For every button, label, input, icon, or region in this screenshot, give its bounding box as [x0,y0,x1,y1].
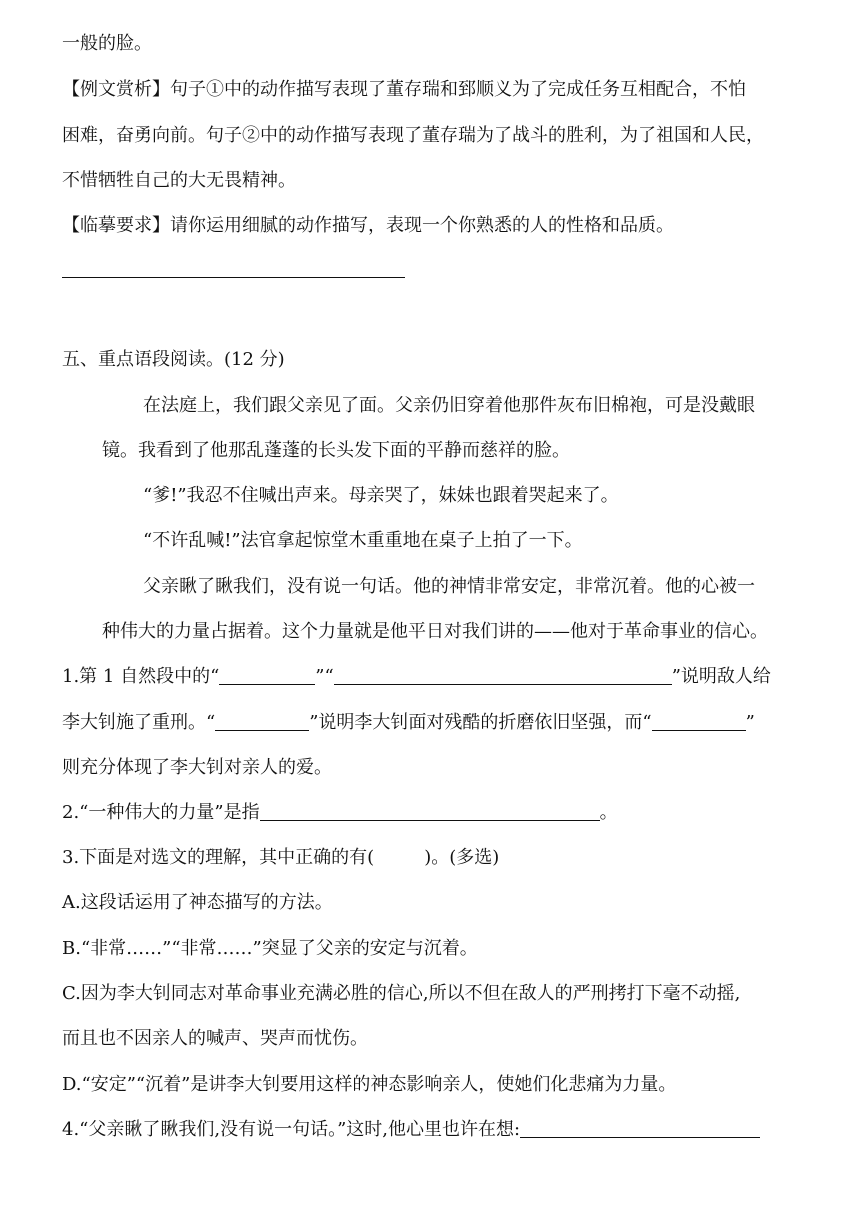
question-text: 1.第 1 自然段中的“ [62,666,220,687]
question-1-line-1 [62,666,771,688]
option-d: D.“安定”“沉着”是讲李大钊要用这样的神态影响亲人，使她们化悲痛为力量。 [62,1074,677,1095]
passage-line: 父亲瞅了瞅我们，没有说一句话。他的神情非常安定，非常沉着。他的心被一 [143,576,755,597]
question-text: ”说明敌人给 [671,666,771,687]
passage-line: 镜。我看到了他那乱蓬蓬的长头发下面的平静而慈祥的脸。 [102,440,570,461]
question-text: ”“ [315,666,334,687]
question-text: ”说明李大钊面对残酷的折磨依旧坚强，而“ [309,712,652,733]
question-text: 。 [599,802,618,823]
option-c: C.因为李大钊同志对革命事业充满必胜的信心,所以不但在敌人的严刑拷打下毫不动摇, [62,983,741,1004]
answer-blank-line[interactable] [62,277,405,278]
answer-blank[interactable] [334,666,672,685]
example-analysis-line: 【例文赏析】句子①中的动作描写表现了董存瑞和郅顺义为了完成任务互相配合，不怕 [62,79,746,100]
text-line: 一般的脸。 [62,33,152,54]
question-text: ” [745,712,755,733]
passage-line: 在法庭上，我们跟父亲见了面。父亲仍旧穿着他那件灰布旧棉袍，可是没戴眼 [143,395,755,416]
option-c-cont: 而且也不因亲人的喊声、哭声而忧伤。 [62,1028,368,1049]
question-text: 2.“一种伟大的力量”是指 [62,802,260,823]
question-text: 3.下面是对选文的理解，其中正确的有( [62,847,375,868]
question-3 [62,847,499,869]
question-4 [62,1119,760,1141]
text-line: 不惜牺牲自己的大无畏精神。 [62,170,296,191]
answer-blank[interactable] [260,802,600,821]
passage-line: 种伟大的力量占据着。这个力量就是他平日对我们讲的——他对于革命事业的信心。 [102,621,768,642]
passage-line: “爹!”我忍不住喊出声来。母亲哭了，妹妹也跟着哭起来了。 [143,485,619,506]
option-a: A.这段话运用了神态描写的方法。 [62,892,333,913]
answer-blank[interactable] [652,712,746,731]
text-line: 困难，奋勇向前。句子②中的动作描写表现了董存瑞为了战斗的胜利，为了祖国和人民， [62,125,764,146]
imitation-requirement-line: 【临摹要求】请你运用细腻的动作描写，表现一个你熟悉的人的性格和品质。 [62,215,674,236]
question-1-line-3: 则充分体现了李大钊对亲人的爱。 [62,757,332,778]
question-1-line-2 [62,712,755,734]
option-b: B.“非常……”“非常……”突显了父亲的安定与沉着。 [62,938,478,959]
question-text: 4.“父亲瞅了瞅我们,没有说一句话。”这时,他心里也许在想: [62,1119,521,1140]
answer-blank[interactable] [219,666,315,685]
section-heading: 五、重点语段阅读。(12 分) [62,349,285,370]
question-2 [62,802,618,824]
passage-line: “不许乱喊!”法官拿起惊堂木重重地在桌子上拍了一下。 [143,530,583,551]
question-text: 李大钊施了重刑。“ [62,712,216,733]
answer-blank[interactable] [215,712,309,731]
question-text: )。(多选) [424,847,500,868]
answer-blank[interactable] [520,1119,760,1138]
